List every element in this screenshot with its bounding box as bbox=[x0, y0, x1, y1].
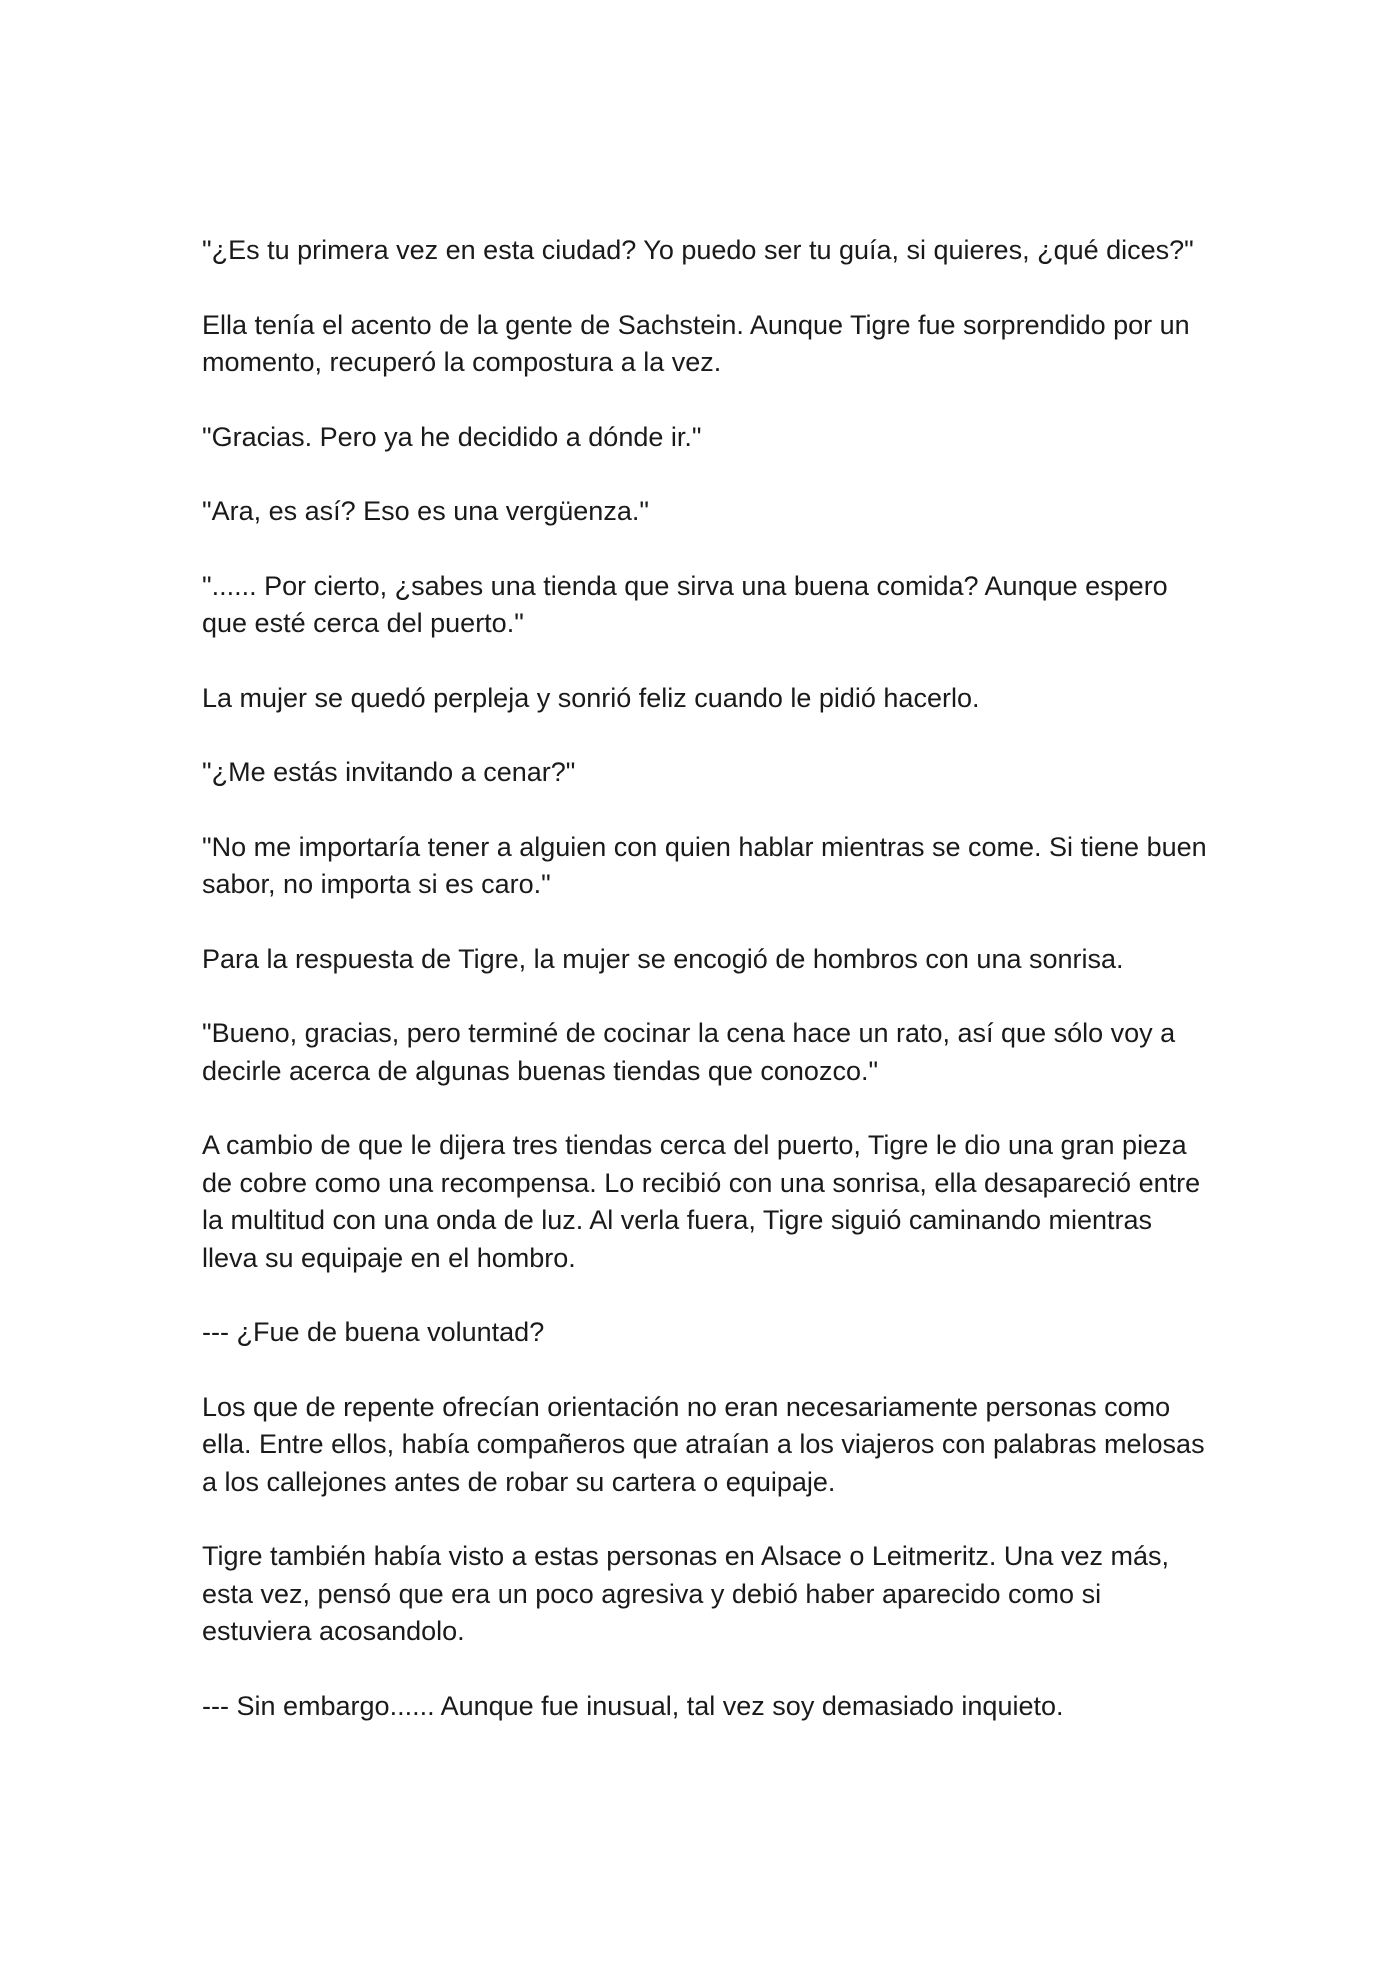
paragraph-14: Tigre también había visto a estas personas en Alsace o Leitmeritz. Una vez más, esta vez, pensó que era un poco agresiva y debió haber aparecido como si estuviera acosandolo. bbox=[202, 1541, 1169, 1646]
paragraph-5: "...... Por cierto, ¿sabes una tienda que sirva una buena comida? Aunque espero que esté cerca del puerto." bbox=[202, 570, 1168, 638]
paragraph-11: A cambio de que le dijera tres tiendas cerca del puerto, Tigre le dio una gran pieza de cobre como una recompensa. Lo recibió con una sonrisa, ella desapareció entre la multitud con una onda de luz. Al verla fuera, Tigre siguió caminando mientras lleva su equipaje en el hombro. bbox=[202, 1130, 1201, 1273]
paragraph-13: Los que de repente ofrecían orientación no eran necesariamente personas como ella. Entre ellos, había compañeros que atraían a los viajeros con palabras melosas a los callejones antes de robar su cartera o equipaje. bbox=[202, 1391, 1205, 1497]
paragraph-3: "Gracias. Pero ya he decidido a dónde ir." bbox=[202, 421, 702, 452]
document-body bbox=[202, 232, 1212, 1762]
paragraph-12: --- ¿Fue de buena voluntad? bbox=[202, 1317, 545, 1347]
paragraph-8: "No me importaría tener a alguien con quien hablar mientras se come. Si tiene buen sabor, no importa si es caro." bbox=[202, 831, 1207, 899]
paragraph-9: Para la respuesta de Tigre, la mujer se encogió de hombros con una sonrisa. bbox=[202, 943, 1124, 974]
paragraph-6: La mujer se quedó perpleja y sonrió feliz cuando le pidió hacerlo. bbox=[202, 682, 980, 713]
paragraph-10: "Bueno, gracias, pero terminé de cocinar la cena hace un rato, así que sólo voy a decirle acerca de algunas buenas tiendas que conozco." bbox=[202, 1018, 1176, 1086]
paragraph-7: "¿Me estás invitando a cenar?" bbox=[202, 757, 576, 787]
paragraph-15: --- Sin embargo...... Aunque fue inusual, tal vez soy demasiado inquieto. bbox=[202, 1690, 1064, 1721]
paragraph-1: "¿Es tu primera vez en esta ciudad? Yo puedo ser tu guía, si quieres, ¿qué dices?" bbox=[202, 235, 1194, 265]
paragraph-2: Ella tenía el acento de la gente de Sachstein. Aunque Tigre fue sorprendido por un momento, recuperó la compostura a la vez. bbox=[202, 309, 1190, 377]
paragraph-4: "Ara, es así? Eso es una vergüenza." bbox=[202, 496, 649, 526]
